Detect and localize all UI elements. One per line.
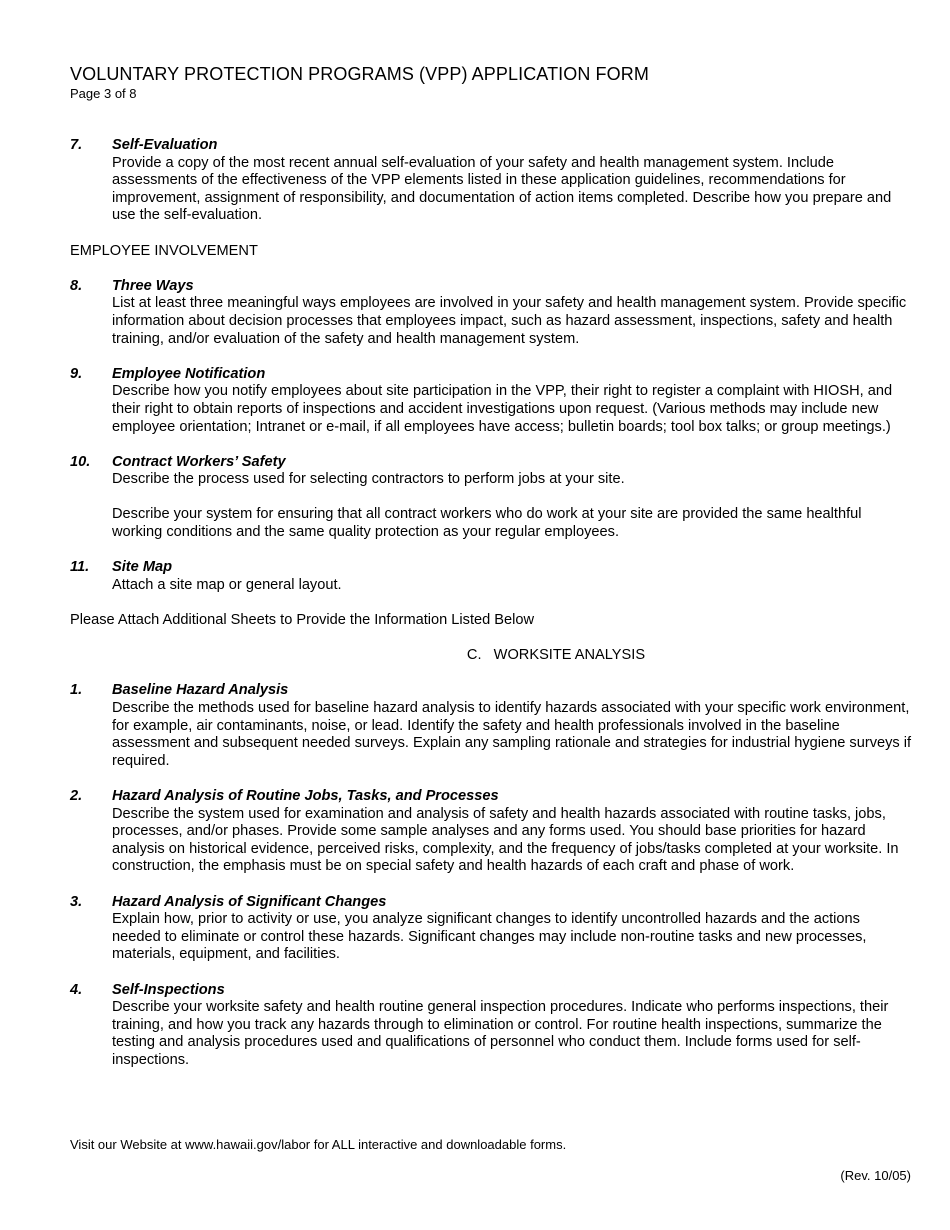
item-title: Baseline Hazard Analysis [112, 682, 289, 699]
page-number: Page 3 of 8 [70, 86, 137, 101]
item-paragraph: Provide a copy of the most recent annual self-evaluation of your safety and health management system. Include assessments of the effectiveness of the VPP elements listed in these application guidelines, recommendations for improvement, assignment of responsibility, and documentation of action items completed. Describe how you prepare and use the self-evaluation. [112, 154, 892, 224]
item-number: 9. [70, 365, 83, 382]
item-contract-workers-safety [70, 454, 912, 542]
item-title: Self-Inspections [112, 981, 225, 998]
item-hazard-analysis-routine [70, 788, 912, 876]
attach-note: Please Attach Additional Sheets to Provide the Information Listed Below [70, 612, 535, 629]
item-number: 10. [70, 453, 91, 470]
item-number: 3. [70, 893, 83, 910]
revision-label: (Rev. 10/05) [840, 1168, 911, 1183]
item-title: Employee Notification [112, 365, 266, 382]
item-paragraph: Describe your worksite safety and health routine general inspection procedures. Indicate who performs inspections, their training, and how you track any hazards through to elimination or control. For routine health inspections, summarize the testing and analysis procedures used and qualifications of personnel who conduct them. Include forms used for self-inspections. [112, 999, 889, 1068]
item-title: Hazard Analysis of Significant Changes [112, 893, 387, 910]
document-body [70, 137, 912, 1087]
item-paragraph: Describe your system for ensuring that all contract workers who do work at your site are provided the same healthful working conditions and the same quality protection as your regular employees. [112, 506, 862, 541]
item-employee-notification [70, 366, 912, 436]
item-paragraph: List at least three meaningful ways employees are involved in your safety and health management system. Provide specific information about decision processes that employees impact, such as hazard assessment, inspections, safety and health training, and/or evaluation of the safety and health management system. [112, 295, 907, 347]
item-number: 8. [70, 277, 83, 294]
item-number: 2. [70, 787, 83, 804]
item-title: Site Map [112, 559, 173, 576]
item-self-inspections [70, 982, 912, 1070]
section-heading-employee-involvement: EMPLOYEE INVOLVEMENT [70, 242, 258, 259]
item-site-map [70, 559, 912, 594]
item-paragraph: Describe the methods used for baseline hazard analysis to identify hazards associated with your specific work environment, for example, air contaminants, noise, or lead. Identify the safety and health professionals involved in the baseline assessment and subsequent needed surveys. Explain any sampling rationale and strategies for industrial hygiene surveys if required. [112, 700, 912, 769]
item-baseline-hazard-analysis [70, 682, 912, 770]
item-paragraph: Describe how you notify employees about site participation in the VPP, their right to register a complaint with HIOSH, and their right to obtain reports of inspections and accident investigations upon request. (Various methods may include new employee orientation; Intranet or e-mail, if all employees have access; bulletin boards; tool box talks; or group meetings.) [112, 383, 893, 435]
item-title: Three Ways [112, 277, 194, 294]
item-paragraph: Describe the process used for selecting contractors to perform jobs at your site. [112, 471, 625, 488]
item-paragraph: Attach a site map or general layout. [112, 576, 342, 593]
item-title: Hazard Analysis of Routine Jobs, Tasks, and Processes [112, 787, 499, 804]
item-number: 4. [70, 981, 83, 998]
item-self-evaluation [70, 137, 912, 225]
item-number: 1. [70, 682, 83, 699]
page-title: VOLUNTARY PROTECTION PROGRAMS (VPP) APPLICATION FORM [70, 64, 649, 84]
item-number: 7. [70, 137, 83, 153]
item-three-ways [70, 278, 912, 348]
item-title: Self-Evaluation [112, 137, 218, 153]
website-note: Visit our Website at www.hawaii.gov/labor for ALL interactive and downloadable forms. [70, 1137, 567, 1152]
item-hazard-analysis-changes [70, 894, 912, 964]
item-title: Contract Workers’ Safety [112, 453, 286, 470]
item-number: 11. [70, 559, 90, 576]
item-paragraph: Describe the system used for examination and analysis of safety and health hazards associated with routine tasks, jobs, processes, and/or phases. Provide some sample analyses and any forms used. You should base priorities for hazard analysis on historical evidence, perceived risks, complexity, and the frequency of jobs/tasks completed at your worksite. In construction, the emphasis must be on special safety and health hazards of each craft and phase of work. [112, 805, 899, 875]
item-paragraph: Explain how, prior to activity or use, you analyze significant changes to identify uncontrolled hazards and the actions needed to eliminate or control these hazards. Significant changes may include non-routine tasks and new processes, materials, equipment, and facilities. [112, 911, 867, 963]
section-heading-worksite-analysis: C. WORKSITE ANALYSIS [466, 647, 646, 664]
